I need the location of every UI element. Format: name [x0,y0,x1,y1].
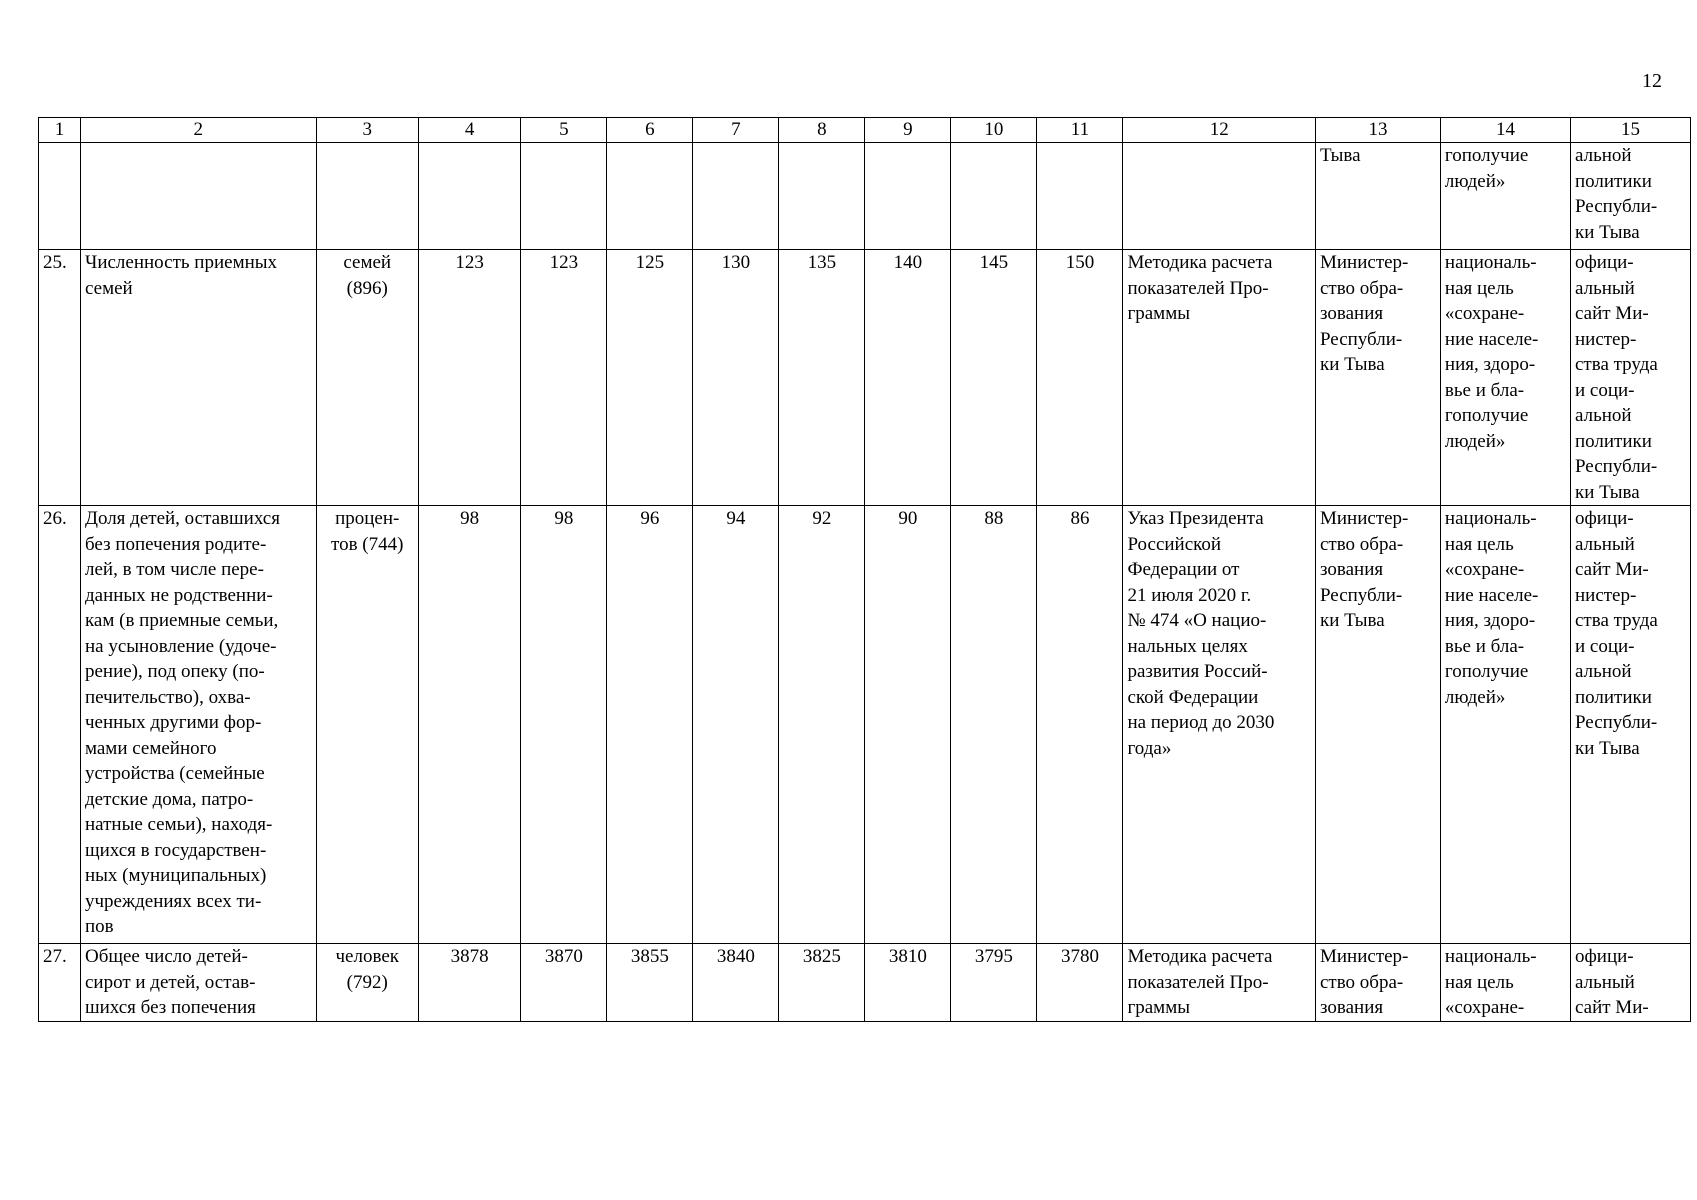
table-cell [521,143,607,250]
indicators-table [38,117,1691,1022]
value-cell: 86 [1037,506,1123,944]
goal-cell: националь- ная цель «сохране- [1440,944,1570,1022]
column-number: 15 [1570,118,1690,143]
value-cell: 135 [779,250,865,506]
column-number: 14 [1440,118,1570,143]
goal-cell: националь- ная цель «сохране- ние населе- ния, здоро- вье и бла- гополучие людей» [1440,506,1570,944]
column-number: 2 [80,118,316,143]
value-cell: 130 [693,250,779,506]
table-row [39,506,1691,944]
source-cell: альной политики Республи- ки Тыва [1570,143,1690,250]
table-cell [607,143,693,250]
responsible-cell: Министер- ство обра- зования [1315,944,1440,1022]
value-cell: 3855 [607,944,693,1022]
table-cell [951,143,1037,250]
value-cell: 125 [607,250,693,506]
unit-cell: семей (896) [316,250,418,506]
continuation-row [39,143,1691,250]
table-cell [39,143,81,250]
source-cell: офици- альный сайт Ми- нистер- ства труда и соци- альной политики Республи- ки Тыва [1570,506,1690,944]
table-cell [779,143,865,250]
row-number: 25. [39,250,81,506]
responsible-cell: Министер- ство обра- зования Республи- ки Тыва [1315,250,1440,506]
column-number: 1 [39,118,81,143]
column-number: 12 [1123,118,1316,143]
value-cell: 94 [693,506,779,944]
column-number: 3 [316,118,418,143]
value-cell: 123 [418,250,520,506]
value-cell: 3870 [521,944,607,1022]
value-cell: 98 [418,506,520,944]
column-number: 7 [693,118,779,143]
table-cell [865,143,951,250]
value-cell: 140 [865,250,951,506]
column-number: 11 [1037,118,1123,143]
basis-cell: Указ Президента Российской Федерации от 21 июля 2020 г. № 474 «О нацио- нальных целях развития Россий- ской Федерации на период до 2030 года» [1123,506,1316,944]
value-cell: 123 [521,250,607,506]
table-cell [418,143,520,250]
value-cell: 88 [951,506,1037,944]
column-number: 4 [418,118,520,143]
column-number-row [39,118,1691,143]
column-number: 13 [1315,118,1440,143]
row-number: 26. [39,506,81,944]
value-cell: 145 [951,250,1037,506]
column-number: 9 [865,118,951,143]
responsible-cell: Тыва [1315,143,1440,250]
table-cell [693,143,779,250]
indicator-name: Доля детей, оставшихся без попечения родите- лей, в том числе пере- данных не родственни- кам (в приемные семьи, на усыновление (удоче- рение), под опеку (по- печительство), охва- ченных другими фор- мами семейного устройства (семейные детские дома, патро- натные семьи), находя- щихся в государствен- ных (муниципальных) учреждениях всех ти- пов [80,506,316,944]
table-row [39,944,1691,1022]
page-number: 12 [1642,70,1662,92]
value-cell: 98 [521,506,607,944]
goal-cell: гополучие людей» [1440,143,1570,250]
basis-cell: Методика расчета показателей Про- граммы [1123,944,1316,1022]
basis-cell: Методика расчета показателей Про- граммы [1123,250,1316,506]
indicator-name: Общее число детей- сирот и детей, остав- шихся без попечения [80,944,316,1022]
source-cell: офици- альный сайт Ми- нистер- ства труда и соци- альной политики Республи- ки Тыва [1570,250,1690,506]
responsible-cell: Министер- ство обра- зования Республи- ки Тыва [1315,506,1440,944]
column-number: 8 [779,118,865,143]
table-row [39,250,1691,506]
table-cell [80,143,316,250]
source-cell: офици- альный сайт Ми- [1570,944,1690,1022]
value-cell: 90 [865,506,951,944]
table-cell [1037,143,1123,250]
value-cell: 3795 [951,944,1037,1022]
value-cell: 3878 [418,944,520,1022]
column-number: 10 [951,118,1037,143]
value-cell: 92 [779,506,865,944]
goal-cell: националь- ная цель «сохране- ние населе- ния, здоро- вье и бла- гополучие людей» [1440,250,1570,506]
column-number: 5 [521,118,607,143]
value-cell: 3825 [779,944,865,1022]
table-cell [1123,143,1316,250]
table-cell [316,143,418,250]
unit-cell: процен- тов (744) [316,506,418,944]
value-cell: 3840 [693,944,779,1022]
column-number: 6 [607,118,693,143]
indicator-name: Численность приемных семей [80,250,316,506]
row-number: 27. [39,944,81,1022]
value-cell: 96 [607,506,693,944]
value-cell: 150 [1037,250,1123,506]
unit-cell: человек (792) [316,944,418,1022]
value-cell: 3780 [1037,944,1123,1022]
value-cell: 3810 [865,944,951,1022]
